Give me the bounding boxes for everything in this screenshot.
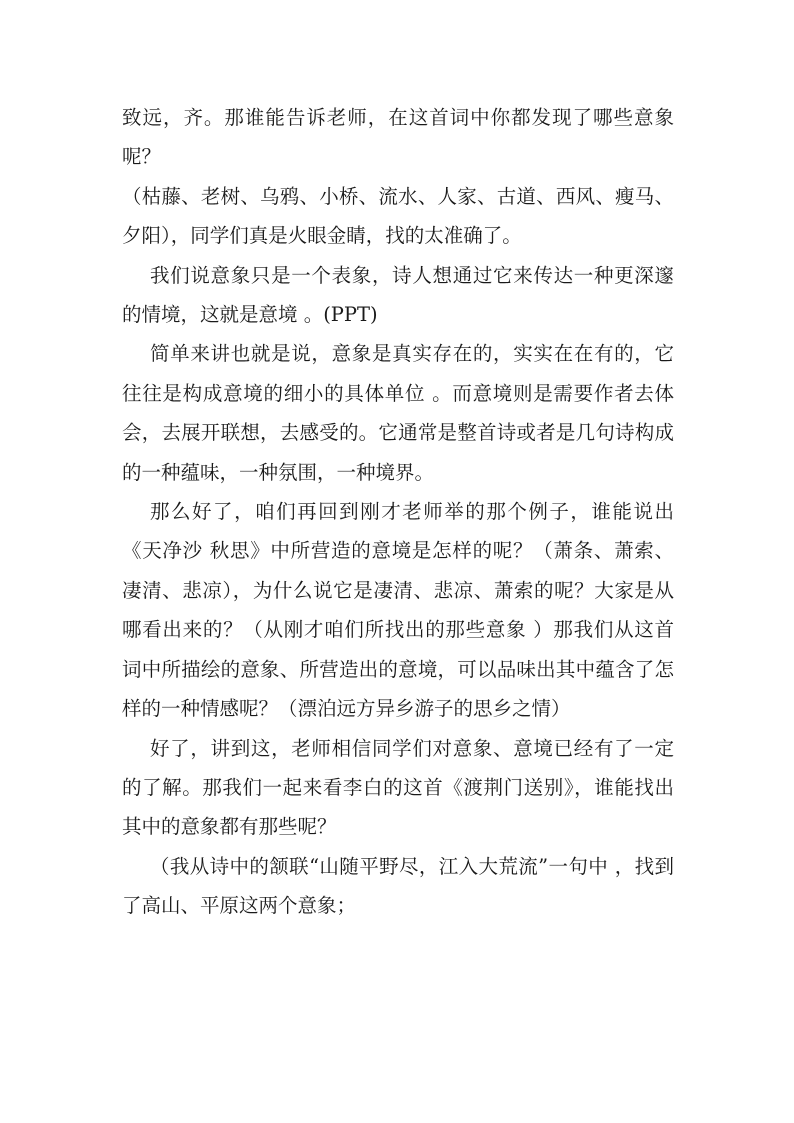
paragraph-3: 我们说意象只是一个表象，诗人想通过它来传达一种更深邃的情境，这就是意境 。(PPT) <box>122 263 674 327</box>
paragraph-6: 好了，讲到这，老师相信同学们对意象、意境已经有了一定的了解。那我们一起来看李白的这首《渡荆门送别》，谁能找出其中的意象都有那些呢？ <box>122 736 674 839</box>
paragraph-7: （我从诗中的颔联“山随平野尽，江入大荒流”一句中 ，找到了高山、平原这两个意象； <box>122 854 674 918</box>
paragraph-5: 那么好了，咱们再回到刚才老师举的那个例子，谁能说出《天净沙 秋思》中所营造的意境是怎样的呢？（萧条、萧索、凄清、悲凉），为什么说它是凄清、悲凉、萧索的呢？大家是从哪看出来的？（从刚才咱们所找出的那些意象 ）那我们从这首词中所描绘的意象、所营造出的意境，可以品味出其中蕴含了怎样的一种情感呢？（漂泊远方异乡游子的思乡之情） <box>122 500 674 721</box>
paragraph-2: （枯藤、老树、乌鸦、小桥、流水、人家、古道、西风、瘦马、夕阳），同学们真是火眼金睛，找的太准确了。 <box>122 184 674 248</box>
paragraph-4: 简单来讲也就是说，意象是真实存在的，实实在在有的，它往往是构成意境的细小的具体单位 。而意境则是需要作者去体会，去展开联想，去感受的。它通常是整首诗或者是几句诗构成的一种蕴味，一种氛围，一种境界。 <box>122 342 674 484</box>
document-body <box>122 98 674 926</box>
paragraph-1: 致远，齐。那谁能告诉老师，在这首词中你都发现了哪些意象呢？ <box>122 106 674 169</box>
